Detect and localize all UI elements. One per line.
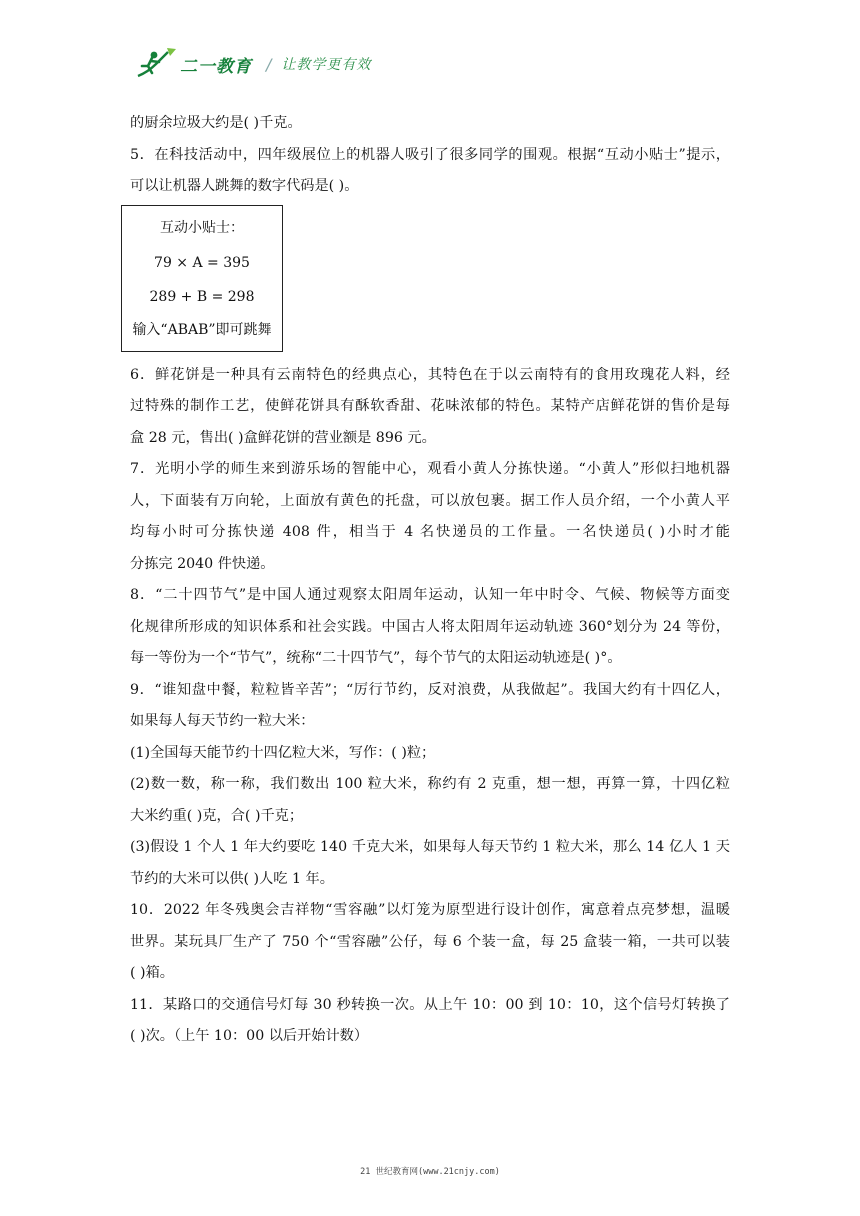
question-9-part-3-line-2: 节约的大米可以供( )人吃 1 年。 xyxy=(130,870,334,887)
question-11-line-1: 11．某路口的交通信号灯每 30 秒转换一次。从上午 10：00 到 10：10，这个信号灯转换了 xyxy=(130,996,730,1013)
question-6-line-1: 6．鲜花饼是一种具有云南特色的经典点心，其特色在于以云南特有的食用玫瑰花人料，经 xyxy=(130,366,730,383)
question-8-line-1: 8．“二十四节气”是中国人通过观察太阳周年运动，认知一年中时令、气候、物候等方面变 xyxy=(130,587,730,603)
brand-name: 二一教育 xyxy=(180,56,252,77)
question-5-line-2: 可以让机器人跳舞的数字代码是( )。 xyxy=(130,178,359,194)
question-10-line-1: 10．2022 年冬残奥会吉祥物“雪容融”以灯笼为原型进行设计创作，寓意着点亮梦想，温暖 xyxy=(130,902,730,918)
question-5-line-1: 5．在科技活动中，四年级展位上的机器人吸引了很多同学的围观。根据“互动小贴士”提示， xyxy=(130,146,730,163)
question-9-line-2: 如果每人每天节约一粒大米： xyxy=(130,713,315,729)
tips-hint: 输入“ABAB”即可跳舞 xyxy=(132,322,272,338)
question-9-part-2-line-2: 大米约重( )克，合( )千克； xyxy=(130,807,304,824)
page-footer: 21 世纪教育网(www.21cnjy.com) xyxy=(360,1167,500,1177)
brand-slogan: 让教学更有效 xyxy=(281,57,372,73)
runner-logo-icon xyxy=(134,46,178,82)
text-line: 的厨余垃圾大约是( )千克。 xyxy=(130,115,302,131)
question-7-line-3: 均每小时可分拣快递 408 件，相当于 4 名快递员的工作量。一名快递员( )小时才能 xyxy=(130,524,730,540)
question-7-line-4: 分拣完 2040 件快递。 xyxy=(130,555,275,572)
question-9-part-3-line-1: (3)假设 1 个人 1 年大约要吃 140 千克大米，如果每人每天节约 1 粒大米，那么 14 亿人 1 天 xyxy=(130,839,730,855)
header xyxy=(134,44,371,84)
question-11-line-2: ( )次。（上午 10：00 以后开始计数） xyxy=(130,1028,369,1044)
tips-equation-1: 79 × A = 395 xyxy=(154,255,250,271)
tips-title: 互动小贴士： xyxy=(160,220,244,236)
question-10-line-3: ( )箱。 xyxy=(130,965,174,981)
question-8-line-2: 化规律所形成的知识体系和社会实践。中国古人将太阳周年运动轨迹 360°划分为 24 等份， xyxy=(130,618,730,635)
question-7-line-1: 7．光明小学的师生来到游乐场的智能中心，观看小黄人分拣快递。“小黄人”形似扫地机器 xyxy=(130,461,730,477)
question-9-part-1: (1)全国每天能节约十四亿粒大米，写作：( )粒； xyxy=(130,744,436,761)
question-8-line-3: 每一等份为一个“节气”，统称“二十四节气”，每个节气的太阳运动轨迹是( )°。 xyxy=(130,650,622,666)
question-7-line-2: 人，下面装有万向轮，上面放有黄色的托盘，可以放包裹。据工作人员介绍，一个小黄人平 xyxy=(130,492,730,509)
question-9-line-1: 9．“谁知盘中餐，粒粒皆辛苦”；“厉行节约，反对浪费，从我做起”。我国大约有十四亿人， xyxy=(130,681,730,698)
question-9-part-2-line-1: (2)数一数，称一称，我们数出 100 粒大米，称约有 2 克重，想一想，再算一算，十四亿粒 xyxy=(130,776,730,792)
header-separator: / xyxy=(266,54,272,74)
tips-equation-2: 289 + B = 298 xyxy=(149,289,255,305)
question-6-line-2: 过特殊的制作工艺，使鲜花饼具有酥软香甜、花味浓郁的特色。某特产店鲜花饼的售价是每 xyxy=(130,398,730,414)
interactive-tips-box xyxy=(121,205,283,352)
question-6-line-3: 盒 28 元，售出( )盒鲜花饼的营业额是 896 元。 xyxy=(130,429,436,446)
question-10-line-2: 世界。某玩具厂生产了 750 个“雪容融”公仔，每 6 个装一盒，每 25 盒装一箱，一共可以装 xyxy=(130,933,730,950)
